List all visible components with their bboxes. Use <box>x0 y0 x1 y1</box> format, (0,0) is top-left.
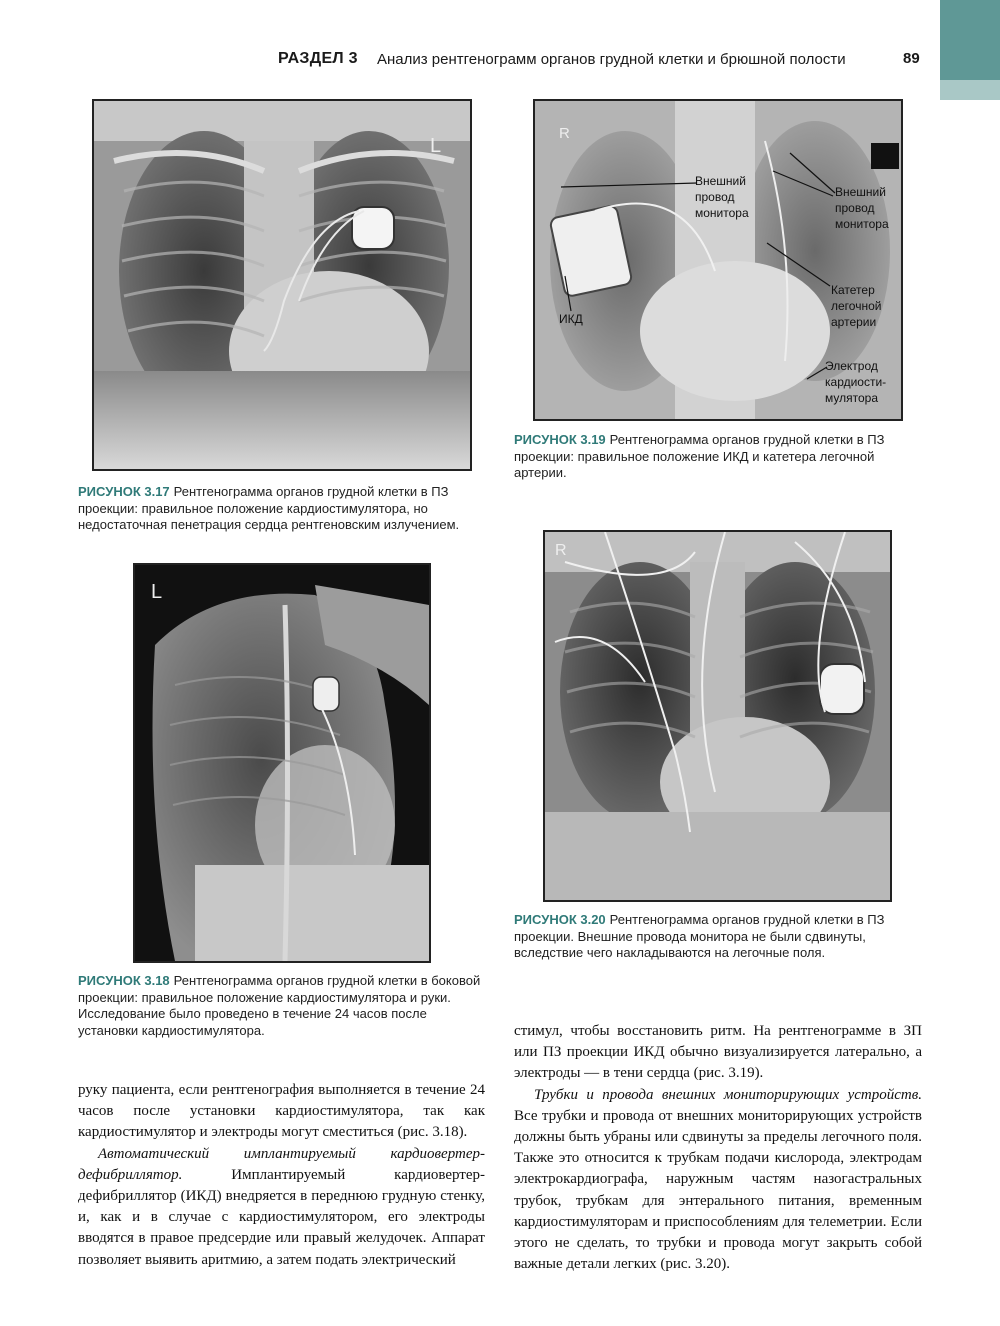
running-title: Анализ рентгенограмм органов грудной клетки и брюшной полости <box>377 51 846 68</box>
subheading-monitor-wires: Трубки и провода внешних мониторирующих устройств. <box>534 1086 922 1103</box>
chapter-tab-light <box>940 80 1000 100</box>
xray-figure-3-19 <box>533 99 903 421</box>
xray-image-lateral <box>135 565 429 961</box>
label-pa-catheter: Катетер легочной артерии <box>831 283 882 329</box>
body-text-right <box>514 1021 922 1275</box>
side-marker: R <box>559 125 570 142</box>
figure-number: РИСУНОК 3.19 <box>514 432 606 447</box>
xray-figure-3-20 <box>543 530 892 902</box>
caption-text: Рентгенограмма органов грудной клетки в ПЗ проекции. Внешние провода монитора не были сдвинуты, вследствие чего накладываются на легочные поля. <box>514 912 885 960</box>
xray-figure-3-18 <box>133 563 431 963</box>
caption-figure-3-20 <box>514 912 922 962</box>
figure-number: РИСУНОК 3.20 <box>514 912 606 927</box>
side-marker: R <box>555 542 567 559</box>
figure-number: РИСУНОК 3.17 <box>78 484 170 499</box>
page-number: 89 <box>903 50 920 67</box>
body-text-left <box>78 1080 485 1271</box>
side-marker: L <box>430 135 442 157</box>
xray-image-pa-pacemaker <box>94 101 470 469</box>
subheading-icd: Автоматический имплантируемый кардиовертер-дефибриллятор. <box>78 1145 485 1183</box>
label-pacing-electrode: Электрод кардиости-мулятора <box>825 359 887 405</box>
caption-text: Рентгенограмма органов грудной клетки в ПЗ проекции: правильное положение кардиостимулятора, но недостаточная пенетрация сердца рентгеновским излучением. <box>78 484 460 532</box>
label-icd: ИКД <box>559 312 583 326</box>
figure-number: РИСУНОК 3.18 <box>78 973 170 988</box>
section-label: РАЗДЕЛ 3 <box>278 50 358 67</box>
caption-figure-3-17 <box>78 484 478 534</box>
caption-figure-3-19 <box>514 432 922 482</box>
xray-image-pa-monitor-wires <box>545 532 890 900</box>
label-monitor-wire-left: Внешний провод монитора <box>695 174 749 220</box>
paragraph: руку пациента, если рентгенография выполняется в течение 24 часов после установки кардиостимулятора, так как кардиостимулятор и электроды могут сместиться (рис. 3.18). <box>78 1082 485 1141</box>
xray-figure-3-17 <box>92 99 472 471</box>
paragraph: Автоматический имплантируемый кардиовертер-дефибриллятор. Имплантируемый кардиовертер-дефибриллятор (ИКД) внедряется в переднюю грудную стенку, и, как и в случае с кардиостимулятором, его электроды вводятся в правое предсердие или правый желудочек. Аппарат позволяет выявить аритмию, а затем подать электрический <box>78 1145 486 1268</box>
chapter-tab <box>940 0 1000 80</box>
paragraph: стимул, чтобы восстановить ритм. На рентгенограмме в ЗП или ПЗ проекции ИКД обычно визуализируется латерально, а электроды — в тени сердца (рис. 3.19). <box>514 1023 922 1082</box>
paragraph: Трубки и провода внешних мониторирующих устройств. Все трубки и провода от внешних мониторирующих устройств должны быть убраны или сдвинуты за пределы легочного поля. Также это относится к трубкам подачи кислорода, электродам электрокардиографа, наружным частям назогастральных трубок, трубкам для энтерального питания, временным кардиостимуляторам и приспособлениям для телеметрии. Если этого не сделать, то трубки и провода могут закрыть собой важные детали легких (рис. 3.20). <box>514 1086 922 1273</box>
caption-text: Рентгенограмма органов грудной клетки в ПЗ проекции: правильное положение ИКД и катетера легочной артерии. <box>514 432 885 480</box>
caption-figure-3-18 <box>78 973 488 1039</box>
side-marker: L <box>151 581 163 603</box>
label-monitor-wire-right: Внешний провод монитора <box>835 185 889 231</box>
caption-text: Рентгенограмма органов грудной клетки в боковой проекции: правильное положение кардиостимулятора и руки. Исследование было проведено в течение 24 часов после установки кардиостимулятора. <box>78 973 481 1038</box>
